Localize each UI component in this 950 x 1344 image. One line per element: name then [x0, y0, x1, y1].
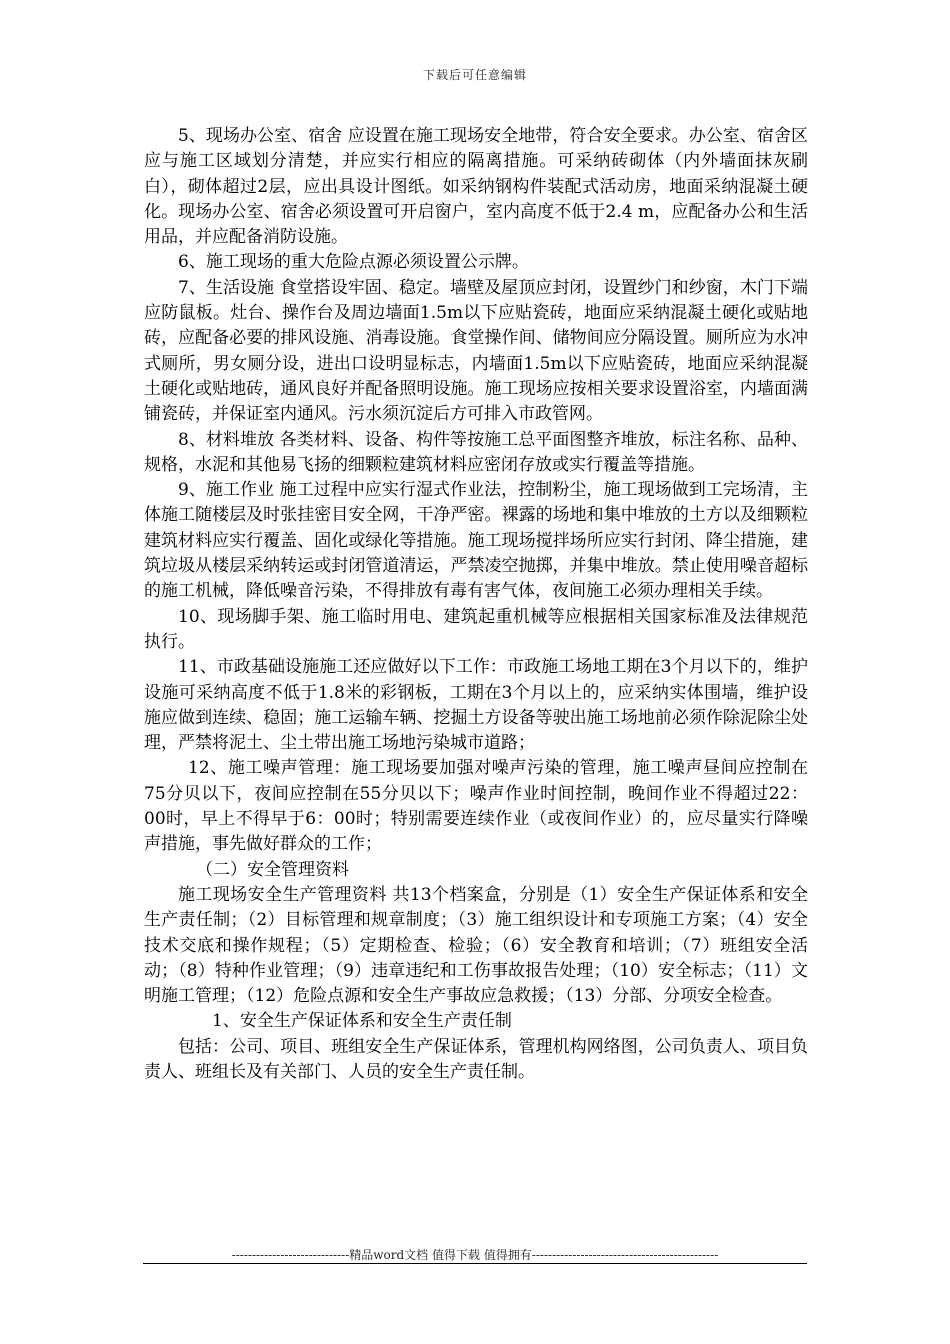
- page-header: 下载后可任意编辑: [422, 68, 527, 82]
- paragraph-item-8: 8、材料堆放 各类材料、设备、构件等按施工总平面图整齐堆放，标注名称、品种、规格，水泥和其他易飞扬的细颗粒建筑材料应密闭存放或实行覆盖等措施。: [144, 429, 808, 475]
- footer-divider: [143, 1263, 807, 1264]
- page-footer: -----------------------------精品word文档 值得下载 值得拥有----------------------------------------------: [231, 1248, 719, 1262]
- paragraph-includes: 包括：公司、项目、班组安全生产保证体系，管理机构网络图，公司负责人、项目负责人、班组长及有关部门、人员的安全生产责任制。: [144, 1036, 808, 1082]
- document-body: [144, 124, 808, 1085]
- subsection-heading: 1、安全生产保证体系和安全生产责任制: [212, 1011, 512, 1032]
- paragraph-item-12: 12、施工噪声管理：施工现场要加强对噪声污染的管理，施工噪声昼间应控制在75分贝以下，夜间应控制在55分贝以下；噪声作业时间控制，晚间作业不得超过22：00时，早上不得早于6：00时；特别需要连续作业（或夜间作业）的，应尽量实行降噪声措施，事先做好群众的工作；: [144, 758, 808, 855]
- section-heading: （二）安全管理资料: [196, 859, 349, 880]
- paragraph-item-9: 9、施工作业 施工过程中应实行湿式作业法，控制粉尘，施工现场做到工完场清，主体施工随楼层及时张挂密目安全网，干净严密。裸露的场地和集中堆放的土方以及细颗粒建筑材料应实行覆盖、固化或绿化等措施。施工现场搅拌场所应实行封闭、降尘措施，建筑垃圾从楼层采纳转运或封闭管道清运，严禁凌空抛掷，并集中堆放。禁止使用噪音超标的施工机械，降低噪音污染，不得排放有毒有害气体，夜间施工必须办理相关手续。: [144, 480, 808, 602]
- paragraph-item-7: 7、生活设施 食堂搭设牢固、稳定。墙壁及屋顶应封闭，设置纱门和纱窗，木门下端应防鼠板。灶台、操作台及周边墙面1.5m以下应贴瓷砖，地面应采纳混凝土硬化或贴地砖，应配备必要的排风设施、消毒设施。食堂操作间、储物间应分隔设置。厕所应为水冲式厕所，男女厕分设，进出口设明显标志，内墙面1.5m以下应贴瓷砖，地面应采纳混凝土硬化或贴地砖，通风良好并配备照明设施。施工现场应按相关要求设置浴室，内墙面满铺瓷砖，并保证室内通风。污水须沉淀后方可排入市政管网。: [144, 277, 808, 425]
- paragraph-item-11: 11、市政基础设施施工还应做好以下工作：市政施工场地工期在3个月以下的，维护设施可采纳高度不低于1.8米的彩钢板，工期在3个月以上的，应采纳实体围墙，维护设施应做到连续、稳固；施工运输车辆、挖掘土方设备等驶出施工场地前必须作除泥除尘处理，严禁将泥土、尘土带出施工场地污染城市道路；: [144, 657, 808, 754]
- paragraph-safety-records: 施工现场安全生产管理资料 共13个档案盒，分别是（1）安全生产保证体系和安全生产责任制；（2）目标管理和规章制度；（3）施工组织设计和专项施工方案；（4）安全技术交底和操作规程；（5）定期检查、检验；（6）安全教育和培训；（7）班组安全活动；（8）特种作业管理；（9）违章违纪和工伤事故报告处理；（10）安全标志；（11）文明施工管理；（12）危险点源和安全生产事故应急救援；（13）分部、分项安全检查。: [144, 884, 808, 1007]
- paragraph-item-6: 6、施工现场的重大危险点源必须设置公示牌。: [178, 252, 529, 273]
- paragraph-item-10: 10、现场脚手架、施工临时用电、建筑起重机械等应根据相关国家标准及法律规范执行。: [144, 606, 808, 652]
- paragraph-item-5: 5、现场办公室、宿舍 应设置在施工现场安全地带，符合安全要求。办公室、宿舍区应与施工区域划分清楚，并应实行相应的隔离措施。可采纳砖砌体（内外墙面抹灰刷白），砌体超过2层，应出具设计图纸。如采纳钢构件装配式活动房，地面采纳混凝土硬化。现场办公室、宿舍必须设置可开启窗户，室内高度不低于2.4 m，应配备办公和生活用品，并应配备消防设施。: [144, 126, 808, 248]
